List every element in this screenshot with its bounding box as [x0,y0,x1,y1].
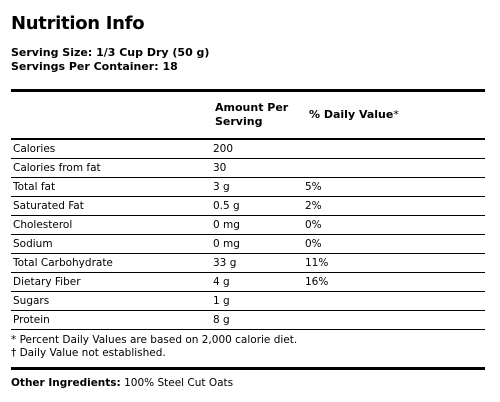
page-title: Nutrition Info [11,13,145,34]
nutrient-name: Cholesterol [13,219,73,231]
table-row [11,311,485,330]
nutrient-name: Total Carbohydrate [13,257,113,269]
other-ingredients [11,377,233,390]
table-row [11,273,485,292]
nutrient-name: Total fat [13,181,56,193]
header-amount-per-serving: Amount Per Serving [215,101,289,128]
nutrient-daily-value: 16% [305,276,329,288]
nutrient-daily-value: 0% [305,219,322,231]
nutrient-amount: 3 g [213,181,230,193]
table-row [11,197,485,216]
footnote-not-established: † Daily Value not established. [11,347,166,359]
top-divider [11,89,485,92]
nutrient-daily-value: 11% [305,257,329,269]
table-row [11,254,485,273]
table-row [11,235,485,254]
table-row [11,159,485,178]
serving-info [11,46,209,74]
footnotes [11,334,297,360]
nutrient-name: Protein [13,314,50,326]
nutrient-amount: 8 g [213,314,230,326]
servings-per-container: Servings Per Container: 18 [11,60,178,73]
nutrient-amount: 0 mg [213,219,240,231]
ingredients-text: 100% Steel Cut Oats [120,377,234,389]
serving-size: Serving Size: 1/3 Cup Dry (50 g) [11,46,210,59]
nutrient-name: Sodium [13,238,53,250]
nutrient-name: Dietary Fiber [13,276,81,288]
table-row [11,140,485,159]
nutrient-amount: 0.5 g [213,200,240,212]
nutrient-daily-value: 0% [305,238,322,250]
table-row [11,178,485,197]
nutrient-amount: 200 [213,143,234,155]
nutrient-amount: 4 g [213,276,230,288]
table-row [11,216,485,235]
nutrient-name: Calories [13,143,56,155]
header-daily-value-label: % Daily Value [309,108,394,121]
nutrient-daily-value: 5% [305,181,322,193]
table-row [11,292,485,311]
nutrient-name: Sugars [13,295,50,307]
nutrition-table [11,140,485,330]
nutrient-name: Saturated Fat [13,200,84,212]
header-daily-value-mark: * [393,108,399,121]
nutrient-amount: 1 g [213,295,230,307]
nutrient-daily-value: 2% [305,200,322,212]
nutrient-amount: 30 [213,162,227,174]
nutrient-amount: 33 g [213,257,237,269]
bottom-divider [11,367,485,370]
ingredients-label: Other Ingredients: [11,377,121,389]
header-daily-value [309,108,399,122]
nutrient-name: Calories from fat [13,162,101,174]
nutrient-amount: 0 mg [213,238,240,250]
footnote-daily-values: * Percent Daily Values are based on 2,000 calorie diet. [11,334,298,346]
